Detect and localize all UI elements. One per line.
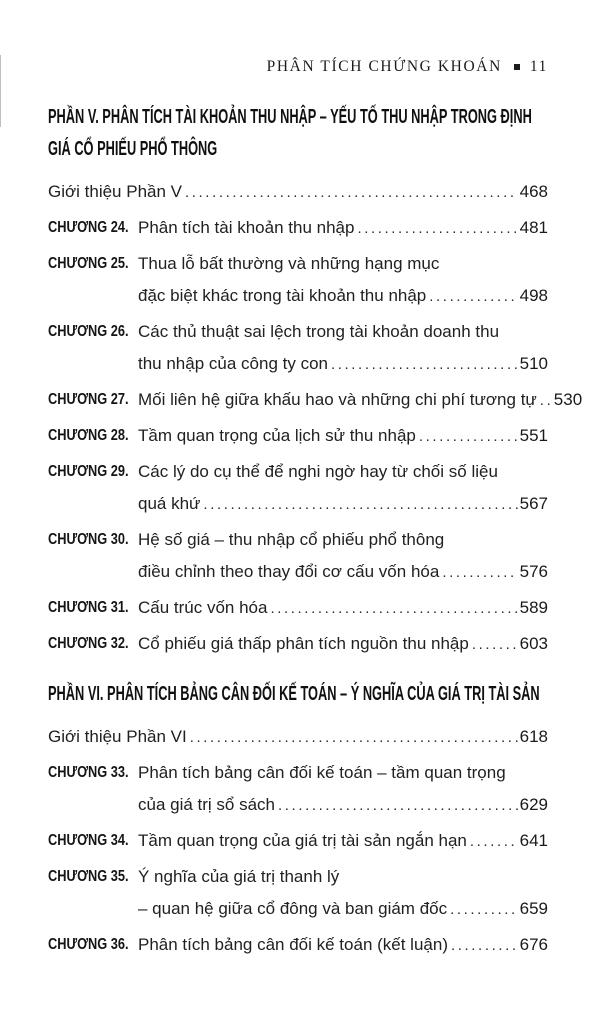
toc-entry-title: Tầm quan trọng của lịch sử thu nhập — [138, 426, 416, 445]
toc-entry-title: Cấu trúc vốn hóa — [138, 598, 268, 617]
dot-leader — [451, 929, 518, 962]
toc-entry-title: Giới thiệu Phần VI — [48, 727, 187, 746]
section-heading — [48, 101, 548, 165]
toc-entry-title: Mối liên hệ giữa khấu hao và những chi phí tương tự — [138, 390, 537, 409]
entry-page-number: 589 — [519, 598, 548, 617]
toc-entry-title: Hệ số giá – thu nhập cổ phiếu phổ thông — [138, 530, 445, 549]
dot-leader — [190, 721, 518, 754]
entry-page-number: 481 — [519, 218, 548, 237]
toc-entry-title: điều chỉnh theo thay đổi cơ cấu vốn hóa — [138, 562, 440, 581]
chapter-label — [48, 592, 138, 624]
scan-edge-artifact — [0, 55, 1, 127]
chapter-label — [48, 212, 138, 244]
chapter-label — [48, 757, 138, 789]
toc-entry-content — [138, 316, 548, 381]
toc-entry-content — [138, 384, 583, 417]
toc-entry-title: Cổ phiếu giá thấp phân tích nguồn thu nhập — [138, 634, 469, 653]
toc-entry-content — [138, 929, 548, 962]
chapter-label — [48, 861, 138, 893]
entry-page-number: 676 — [519, 935, 548, 954]
entry-page-number: 618 — [519, 727, 548, 746]
chapter-label-text: CHƯƠNG 36. — [48, 936, 129, 953]
toc-entry-content — [138, 248, 548, 313]
toc-section — [48, 678, 548, 962]
toc-entry-content — [48, 721, 548, 754]
chapter-label-text: CHƯƠNG 35. — [48, 868, 129, 885]
chapter-label-text: CHƯƠNG 31. — [48, 599, 129, 616]
folio-page-number: 11 — [529, 58, 548, 75]
entry-page-number: 641 — [519, 831, 548, 850]
toc-entry — [48, 861, 548, 926]
entry-page-number: 629 — [519, 795, 548, 814]
toc-entry-line — [138, 628, 548, 661]
chapter-label — [48, 384, 138, 416]
entry-page-number: 468 — [519, 182, 548, 201]
chapter-label-text: CHƯƠNG 28. — [48, 427, 129, 444]
toc-entry-line — [138, 348, 548, 381]
toc-entry-title: Các lý do cụ thể để nghi ngờ hay từ chối số liệu — [138, 462, 498, 481]
section-heading — [48, 678, 548, 710]
entry-page-number: 510 — [519, 354, 548, 373]
toc-entry-title: quá khứ — [138, 494, 201, 513]
chapter-label-text: CHƯƠNG 29. — [48, 463, 129, 480]
toc-entry — [48, 420, 548, 453]
toc-entry — [48, 721, 548, 754]
section-heading-line: GIÁ CỔ PHIẾU PHỔ THÔNG — [48, 138, 218, 160]
chapter-label-text: CHƯƠNG 34. — [48, 832, 129, 849]
toc-entry-title: Các thủ thuật sai lệch trong tài khoản doanh thu — [138, 322, 500, 341]
toc-entry — [48, 176, 548, 209]
toc-entry-title: Thua lỗ bất thường và những hạng mục — [138, 254, 440, 273]
chapter-label — [48, 524, 138, 556]
dot-leader — [203, 488, 517, 521]
toc-entry-content — [138, 757, 548, 822]
toc-entry-line — [138, 929, 548, 962]
toc-entry — [48, 212, 548, 245]
toc-entry — [48, 316, 548, 381]
toc-entry — [48, 825, 548, 858]
toc-entry-content — [138, 212, 548, 245]
toc-entry-line — [48, 176, 548, 209]
toc-entry-line — [138, 420, 548, 453]
dot-leader — [331, 348, 518, 381]
dot-leader — [185, 176, 518, 209]
toc-entry-title: của giá trị sổ sách — [138, 795, 276, 814]
dot-leader — [270, 592, 517, 625]
dot-leader — [442, 556, 517, 589]
entry-page-number: 551 — [519, 426, 548, 445]
toc-entry-content — [138, 628, 548, 661]
dot-leader — [429, 280, 517, 313]
toc-entry — [48, 248, 548, 313]
chapter-label — [48, 628, 138, 660]
table-of-contents — [48, 101, 583, 962]
toc-entry-content — [138, 592, 548, 625]
toc-entry-line — [48, 721, 548, 754]
chapter-label — [48, 929, 138, 961]
toc-entry-line — [138, 280, 548, 313]
entry-page-number: 498 — [519, 286, 548, 305]
toc-entry-title: Giới thiệu Phần V — [48, 182, 182, 201]
toc-entry-title: thu nhập của công ty con — [138, 354, 328, 373]
entry-page-number: 603 — [519, 634, 548, 653]
dot-leader — [278, 789, 518, 822]
chapter-label — [48, 420, 138, 452]
entry-page-number: 576 — [519, 562, 548, 581]
toc-entry-content — [138, 420, 548, 453]
chapter-label-text: CHƯƠNG 26. — [48, 323, 129, 340]
dot-leader — [470, 825, 518, 858]
toc-entry-content — [48, 176, 548, 209]
toc-entry-line — [138, 556, 548, 589]
chapter-label-text: CHƯƠNG 24. — [48, 219, 129, 236]
toc-entry-line — [138, 893, 548, 926]
toc-entry — [48, 929, 548, 962]
entry-page-number: 530 — [553, 390, 583, 409]
running-header — [48, 0, 548, 76]
chapter-label — [48, 456, 138, 488]
chapter-label-text: CHƯƠNG 30. — [48, 531, 129, 548]
chapter-label-text: CHƯƠNG 32. — [48, 635, 129, 652]
chapter-label-text: CHƯƠNG 25. — [48, 255, 129, 272]
toc-entry-line — [138, 212, 548, 245]
dot-leader — [540, 384, 552, 417]
toc-entry-content — [138, 861, 548, 926]
toc-section — [48, 101, 583, 661]
chapter-label — [48, 316, 138, 348]
toc-entry-content — [138, 456, 548, 521]
chapter-label — [48, 825, 138, 857]
toc-entry-title: Ý nghĩa của giá trị thanh lý — [138, 867, 340, 886]
toc-entry — [48, 592, 548, 625]
toc-entry — [48, 456, 548, 521]
toc-entry — [48, 524, 548, 589]
toc-entry — [48, 384, 583, 417]
toc-entry-title: Phân tích tài khoản thu nhập — [138, 218, 355, 237]
dot-leader — [357, 212, 517, 245]
toc-entry-title: – quan hệ giữa cổ đông và ban giám đốc — [138, 899, 448, 918]
dot-leader — [450, 893, 518, 926]
section-heading-line: PHẦN VI. PHÂN TÍCH BẢNG CÂN ĐỐI KẾ TOÁN – Ý NGHĨA CỦA GIÁ TRỊ TÀI SẢN — [48, 683, 540, 705]
toc-entry — [48, 757, 548, 822]
entry-page-number: 567 — [519, 494, 548, 513]
dot-leader — [472, 628, 518, 661]
square-bullet-icon — [514, 64, 520, 70]
book-title: PHÂN TÍCH CHỨNG KHOÁN — [266, 58, 502, 75]
toc-entry-title: Phân tích bảng cân đối kế toán – tầm quan trọng — [138, 763, 506, 782]
toc-entry-line — [138, 592, 548, 625]
dot-leader — [419, 420, 518, 453]
toc-entry-content — [138, 524, 548, 589]
toc-entry-line — [138, 488, 548, 521]
toc-entry-line — [138, 789, 548, 822]
toc-entry-title: đặc biệt khác trong tài khoản thu nhập — [138, 286, 427, 305]
chapter-label-text: CHƯƠNG 27. — [48, 391, 129, 408]
chapter-label — [48, 248, 138, 280]
toc-entry-title: Tầm quan trọng của giá trị tài sản ngắn hạn — [138, 831, 467, 850]
toc-entry — [48, 628, 548, 661]
toc-entry-content — [138, 825, 548, 858]
entry-page-number: 659 — [519, 899, 548, 918]
toc-entry-title: Phân tích bảng cân đối kế toán (kết luận) — [138, 935, 448, 954]
toc-entry-line — [138, 384, 583, 417]
toc-entry-line — [138, 825, 548, 858]
section-heading-line: PHẦN V. PHÂN TÍCH TÀI KHOẢN THU NHẬP – YẾU TỐ THU NHẬP TRONG ĐỊNH — [48, 106, 532, 128]
chapter-label-text: CHƯƠNG 33. — [48, 764, 129, 781]
